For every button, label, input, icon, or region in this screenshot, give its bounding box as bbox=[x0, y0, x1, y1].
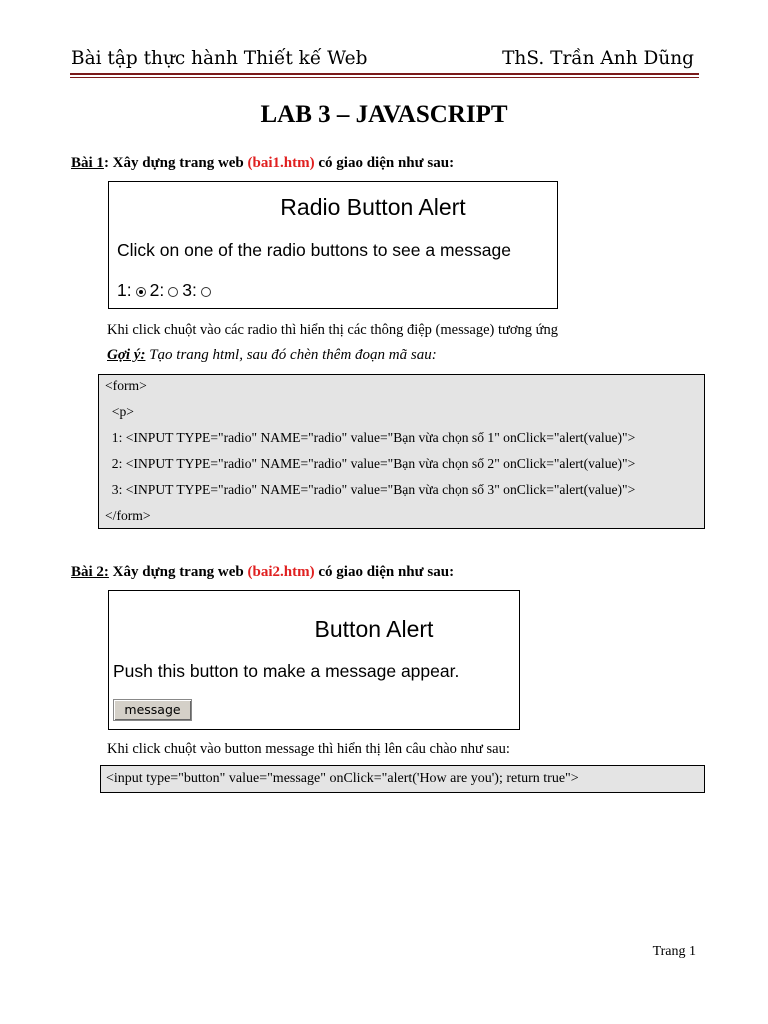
code-line: <form> bbox=[105, 378, 147, 393]
task1-label: Bài 1 bbox=[71, 155, 104, 171]
page-number: Trang 1 bbox=[652, 944, 696, 959]
header-rule-thick bbox=[70, 73, 699, 75]
demo2-instruction: Push this button to make a message appear. bbox=[113, 661, 460, 681]
radio-alert-demo bbox=[108, 181, 558, 309]
task1-text-after: có giao diện như sau: bbox=[314, 155, 455, 171]
task1-code-block bbox=[98, 374, 705, 529]
hint-label: Gợi ý: bbox=[107, 347, 146, 363]
radio-label-1: 1: bbox=[117, 280, 132, 300]
task1-heading bbox=[71, 155, 454, 172]
radio-label-3: 3: bbox=[182, 280, 197, 300]
button-alert-demo bbox=[108, 590, 520, 730]
task2-text-before: Xây dựng trang web bbox=[108, 564, 248, 580]
header-rule-thin bbox=[70, 77, 699, 78]
radio-button-2[interactable] bbox=[168, 287, 178, 297]
task2-label: Bài 2: bbox=[71, 564, 109, 580]
radio-button-3[interactable] bbox=[201, 287, 211, 297]
code-line: 3: <INPUT TYPE="radio" NAME="radio" value="Bạn vừa chọn số 3" onClick="alert(value)"> bbox=[105, 482, 636, 497]
demo1-radio-group bbox=[117, 280, 215, 301]
header-left-title: Bài tập thực hành Thiết kế Web bbox=[71, 48, 368, 69]
code-line: 2: <INPUT TYPE="radio" NAME="radio" value="Bạn vừa chọn số 2" onClick="alert(value)"> bbox=[105, 456, 636, 471]
code-line: </form> bbox=[105, 508, 151, 523]
demo2-title: Button Alert bbox=[314, 616, 434, 642]
task2-code-block: <input type="button" value="message" onClick="alert('How are you'); return true"> bbox=[100, 765, 705, 793]
message-button[interactable]: message bbox=[113, 699, 192, 721]
header-author: ThS. Trần Anh Dũng bbox=[502, 48, 694, 69]
task2-text-after: có giao diện như sau: bbox=[314, 564, 455, 580]
task1-filename: (bai1.htm) bbox=[247, 155, 315, 171]
task2-description: Khi click chuột vào button message thì hiển thị lên câu chào như sau: bbox=[107, 741, 510, 757]
demo1-instruction: Click on one of the radio buttons to see a message bbox=[117, 240, 511, 260]
task2-heading bbox=[71, 564, 454, 581]
task1-text-before: : Xây dựng trang web bbox=[103, 155, 248, 171]
hint-text: Tạo trang html, sau đó chèn thêm đoạn mã sau: bbox=[145, 347, 437, 363]
radio-label-2: 2: bbox=[149, 280, 165, 300]
demo1-title: Radio Button Alert bbox=[280, 194, 466, 220]
task1-hint bbox=[107, 347, 437, 364]
page-title: LAB 3 – JAVASCRIPT bbox=[260, 101, 508, 128]
code-line: <p> bbox=[105, 404, 134, 419]
task2-filename: (bai2.htm) bbox=[247, 564, 315, 580]
radio-button-1[interactable] bbox=[136, 287, 146, 297]
task1-description: Khi click chuột vào các radio thì hiển thị các thông điệp (message) tương ứng bbox=[107, 322, 559, 338]
code-line: 1: <INPUT TYPE="radio" NAME="radio" value="Bạn vừa chọn số 1" onClick="alert(value)"> bbox=[105, 430, 636, 445]
